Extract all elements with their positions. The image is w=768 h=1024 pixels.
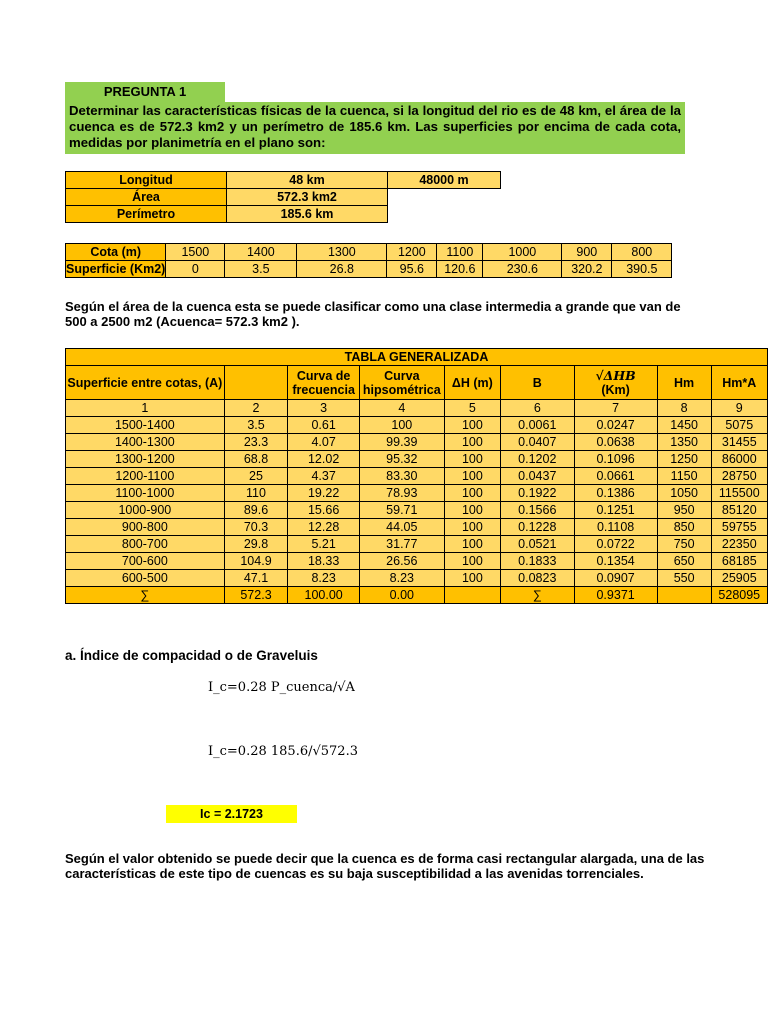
cota-cell: 900	[562, 244, 612, 261]
table-cell: 0.0437	[501, 468, 574, 485]
cota-cell: 1500	[166, 244, 225, 261]
longitud-m-value: 48000 m	[388, 172, 501, 189]
table-cell: 800-700	[66, 536, 225, 553]
cota-cell: 1000	[483, 244, 562, 261]
superficie-cell: 0	[166, 261, 225, 278]
table-cell: 15.66	[288, 502, 360, 519]
table-cell: 0.61	[288, 417, 360, 434]
table-header-row	[66, 366, 768, 400]
table-cell: 100	[444, 570, 500, 587]
superficie-label: Superficie (Km2)	[66, 262, 166, 276]
table-cell: 0.0407	[501, 434, 574, 451]
table-row	[66, 570, 768, 587]
table-row	[66, 553, 768, 570]
table-cell: 100	[444, 553, 500, 570]
table-cell: 5.21	[288, 536, 360, 553]
table-cell: 100	[444, 434, 500, 451]
table-cell: 0.0638	[574, 434, 657, 451]
table-number-row	[66, 400, 768, 417]
cota-cell: 1300	[297, 244, 387, 261]
table-cell: 99.39	[359, 434, 444, 451]
clasificacion-text: Según el área de la cuenca esta se puede clasificar como una clase intermedia a grande que van de 500 a 2500 m2 (Acuenca= 572.3 km2 ).	[65, 299, 681, 329]
table-cell: 1500-1400	[66, 417, 225, 434]
total-cell: ∑	[501, 587, 574, 604]
table-cell: 59755	[711, 519, 767, 536]
table-body	[66, 417, 768, 587]
table-row	[66, 519, 768, 536]
cota-cell: 800	[612, 244, 672, 261]
total-cell: 100.00	[288, 587, 360, 604]
superficie-cell: 3.5	[225, 261, 297, 278]
header-sqrt-dhb-formula: √ΔHB	[595, 367, 636, 383]
table-row	[66, 417, 768, 434]
table-cell: 0.1108	[574, 519, 657, 536]
superficie-cell: 230.6	[483, 261, 562, 278]
intro-text: Determinar las características físicas de la cuenca, si la longitud del rio es de 48 km, el área de la cuenca es de 572.3 km2 y un perímetro de 185.6 km. Las superficies por encima de cada cota, medidas por planimetría en el plano son:	[65, 102, 685, 154]
table-cell: 23.3	[224, 434, 288, 451]
cota-table	[65, 243, 672, 278]
col-number: 7	[574, 400, 657, 417]
table-cell: 900-800	[66, 519, 225, 536]
table-cell: 1250	[657, 451, 711, 468]
table-cell: 850	[657, 519, 711, 536]
col-number: 4	[359, 400, 444, 417]
table-cell: 100	[444, 468, 500, 485]
table-cell: 68185	[711, 553, 767, 570]
properties-table	[65, 171, 501, 223]
table-cell: 0.1922	[501, 485, 574, 502]
header-sqrt-dhb	[574, 366, 657, 400]
table-cell: 0.0521	[501, 536, 574, 553]
table-cell: 12.28	[288, 519, 360, 536]
longitud-label: Longitud	[66, 172, 227, 189]
table-cell: 4.07	[288, 434, 360, 451]
cota-label: Cota (m)	[66, 244, 166, 261]
table-cell: 750	[657, 536, 711, 553]
formula-substituted: I_c=0.28 185.6/√572.3	[208, 744, 358, 759]
table-cell: 100	[444, 519, 500, 536]
table-row	[66, 189, 501, 206]
table-cell: 86000	[711, 451, 767, 468]
table-cell: 0.1386	[574, 485, 657, 502]
table-cell: 0.1833	[501, 553, 574, 570]
perimetro-value: 185.6 km	[227, 206, 388, 223]
table-cell: 0.0061	[501, 417, 574, 434]
table-cell: 0.1202	[501, 451, 574, 468]
table-row	[66, 468, 768, 485]
table-row	[66, 206, 501, 223]
conclusion-text: Según el valor obtenido se puede decir que la cuenca es de forma casi rectangular alargada, una de las características de este tipo de cuencas es su baja susceptibilidad a las avenidas torrenciales.	[65, 851, 705, 881]
table-cell: 0.1251	[574, 502, 657, 519]
header-superficie: Superficie entre cotas, (A)	[66, 366, 225, 400]
table-cell: 100	[359, 417, 444, 434]
total-cell: 0.00	[359, 587, 444, 604]
table-row	[66, 536, 768, 553]
total-cell: 528095	[711, 587, 767, 604]
table-cell: 83.30	[359, 468, 444, 485]
superficie-cell: 390.5	[612, 261, 672, 278]
table-cell: 0.1566	[501, 502, 574, 519]
table-cell: 28750	[711, 468, 767, 485]
table-row	[66, 502, 768, 519]
table-totals-row	[66, 587, 768, 604]
cota-cell: 1100	[437, 244, 483, 261]
header-hm-a: Hm*A	[711, 366, 767, 400]
table-cell: 8.23	[288, 570, 360, 587]
table-cell: 22350	[711, 536, 767, 553]
superficie-cell: 26.8	[297, 261, 387, 278]
header-hm: Hm	[657, 366, 711, 400]
total-cell	[444, 587, 500, 604]
table-cell: 3.5	[224, 417, 288, 434]
area-value: 572.3 km2	[227, 189, 388, 206]
table-cell: 78.93	[359, 485, 444, 502]
table-cell: 550	[657, 570, 711, 587]
total-cell: ∑	[66, 587, 225, 604]
table-cell: 1200-1100	[66, 468, 225, 485]
table-cell: 1000-900	[66, 502, 225, 519]
table-cell: 85120	[711, 502, 767, 519]
question-title: PREGUNTA 1	[65, 82, 225, 102]
cota-cell: 1200	[387, 244, 437, 261]
ic-result: Ic = 2.1723	[166, 805, 297, 823]
table-row	[66, 261, 672, 278]
table-cell: 47.1	[224, 570, 288, 587]
table-cell: 4.37	[288, 468, 360, 485]
table-cell: 100	[444, 485, 500, 502]
table-cell: 650	[657, 553, 711, 570]
table-cell: 25	[224, 468, 288, 485]
superficie-cell: 95.6	[387, 261, 437, 278]
table-cell: 5075	[711, 417, 767, 434]
col-number: 2	[224, 400, 288, 417]
cota-cell: 1400	[225, 244, 297, 261]
table-row	[66, 244, 672, 261]
total-cell: 572.3	[224, 587, 288, 604]
col-number: 8	[657, 400, 711, 417]
table-cell: 100	[444, 536, 500, 553]
table-cell: 1400-1300	[66, 434, 225, 451]
table-cell: 25905	[711, 570, 767, 587]
table-row	[66, 172, 501, 189]
table-title: TABLA GENERALIZADA	[66, 349, 768, 366]
total-cell: 0.9371	[574, 587, 657, 604]
table-cell: 0.0907	[574, 570, 657, 587]
table-cell: 0.1228	[501, 519, 574, 536]
table-cell: 950	[657, 502, 711, 519]
col-number: 5	[444, 400, 500, 417]
table-cell: 70.3	[224, 519, 288, 536]
table-cell: 1100-1000	[66, 485, 225, 502]
perimetro-label: Perímetro	[66, 206, 227, 223]
table-row	[66, 349, 768, 366]
table-cell: 1050	[657, 485, 711, 502]
table-cell: 1450	[657, 417, 711, 434]
table-cell: 68.8	[224, 451, 288, 468]
header-col2	[224, 366, 288, 400]
table-cell: 12.02	[288, 451, 360, 468]
table-cell: 0.1096	[574, 451, 657, 468]
table-cell: 18.33	[288, 553, 360, 570]
header-curva-frecuencia: Curva de frecuencia	[288, 366, 360, 400]
header-curva-hipsometrica: Curva hipsométrica	[359, 366, 444, 400]
table-cell: 31455	[711, 434, 767, 451]
formula-general: I_c=0.28 P_cuenca/√A	[208, 680, 355, 695]
total-cell	[657, 587, 711, 604]
generalized-table	[65, 348, 768, 604]
header-b: B	[501, 366, 574, 400]
table-cell: 115500	[711, 485, 767, 502]
area-label: Área	[66, 189, 227, 206]
header-sqrt-dhb-unit: (Km)	[601, 382, 630, 397]
table-cell: 8.23	[359, 570, 444, 587]
table-cell: 100	[444, 417, 500, 434]
table-row	[66, 485, 768, 502]
table-cell: 59.71	[359, 502, 444, 519]
table-cell: 0.0661	[574, 468, 657, 485]
superficie-cell: 120.6	[437, 261, 483, 278]
table-cell: 104.9	[224, 553, 288, 570]
col-number: 6	[501, 400, 574, 417]
table-cell: 0.0722	[574, 536, 657, 553]
table-cell: 19.22	[288, 485, 360, 502]
table-cell: 600-500	[66, 570, 225, 587]
col-number: 3	[288, 400, 360, 417]
table-cell: 0.0247	[574, 417, 657, 434]
table-cell: 89.6	[224, 502, 288, 519]
table-cell: 0.1354	[574, 553, 657, 570]
table-row	[66, 451, 768, 468]
col-number: 1	[66, 400, 225, 417]
header-delta-h: ΔH (m)	[444, 366, 500, 400]
table-cell: 1350	[657, 434, 711, 451]
table-cell: 26.56	[359, 553, 444, 570]
table-cell: 31.77	[359, 536, 444, 553]
table-cell: 100	[444, 451, 500, 468]
table-cell: 700-600	[66, 553, 225, 570]
col-number: 9	[711, 400, 767, 417]
table-cell: 1300-1200	[66, 451, 225, 468]
table-cell: 1150	[657, 468, 711, 485]
table-cell: 0.0823	[501, 570, 574, 587]
table-cell: 100	[444, 502, 500, 519]
section-a-heading: a. Índice de compacidad o de Graveluis	[65, 648, 318, 663]
superficie-cell: 320.2	[562, 261, 612, 278]
table-cell: 95.32	[359, 451, 444, 468]
table-cell: 44.05	[359, 519, 444, 536]
table-row	[66, 434, 768, 451]
table-cell: 110	[224, 485, 288, 502]
table-cell: 29.8	[224, 536, 288, 553]
longitud-value: 48 km	[227, 172, 388, 189]
